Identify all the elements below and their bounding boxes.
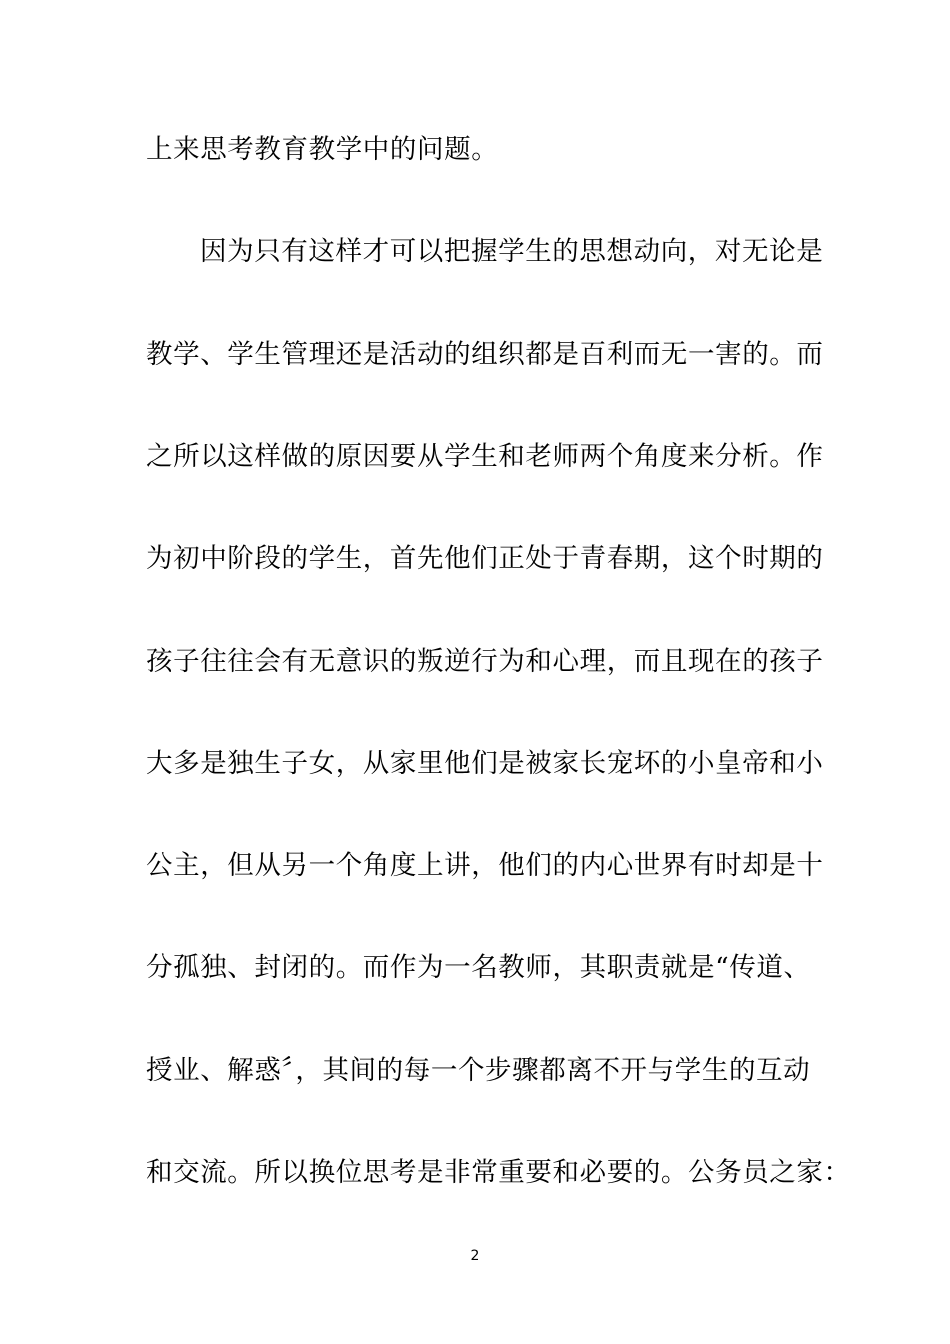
paragraph-line-10: 授业、解惑〞，其间的每一个步骤都离不开与学生的互动	[146, 1055, 811, 1086]
paragraph-line-3: 教学、学生管理还是活动的组织都是百利而无一害的。而	[146, 339, 824, 370]
paragraph-line-5: 为初中阶段的学生，首先他们正处于青春期，这个时期的	[146, 543, 824, 574]
paragraph-line-6: 孩子往往会有无意识的叛逆行为和心理，而且现在的孩子	[146, 646, 824, 677]
paragraph-line-8: 公主，但从另一个角度上讲，他们的内心世界有时却是十	[146, 850, 824, 881]
paragraph-line-2: 因为只有这样才可以把握学生的思想动向，对无论是	[200, 236, 824, 267]
paragraph-line-1: 上来思考教育教学中的问题。	[146, 134, 499, 165]
paragraph-line-4: 之所以这样做的原因要从学生和老师两个角度来分析。作	[146, 441, 824, 472]
paragraph-line-9: 分孤独、封闭的。而作为一名教师，其职责就是“传道、	[146, 952, 811, 983]
paragraph-line-11: 和交流。所以换位思考是非常重要和必要的。公务员之家：	[146, 1157, 851, 1188]
paragraph-line-7: 大多是独生子女，从家里他们是被家长宠坏的小皇帝和小	[146, 748, 824, 779]
page-number: 2	[470, 1248, 480, 1264]
